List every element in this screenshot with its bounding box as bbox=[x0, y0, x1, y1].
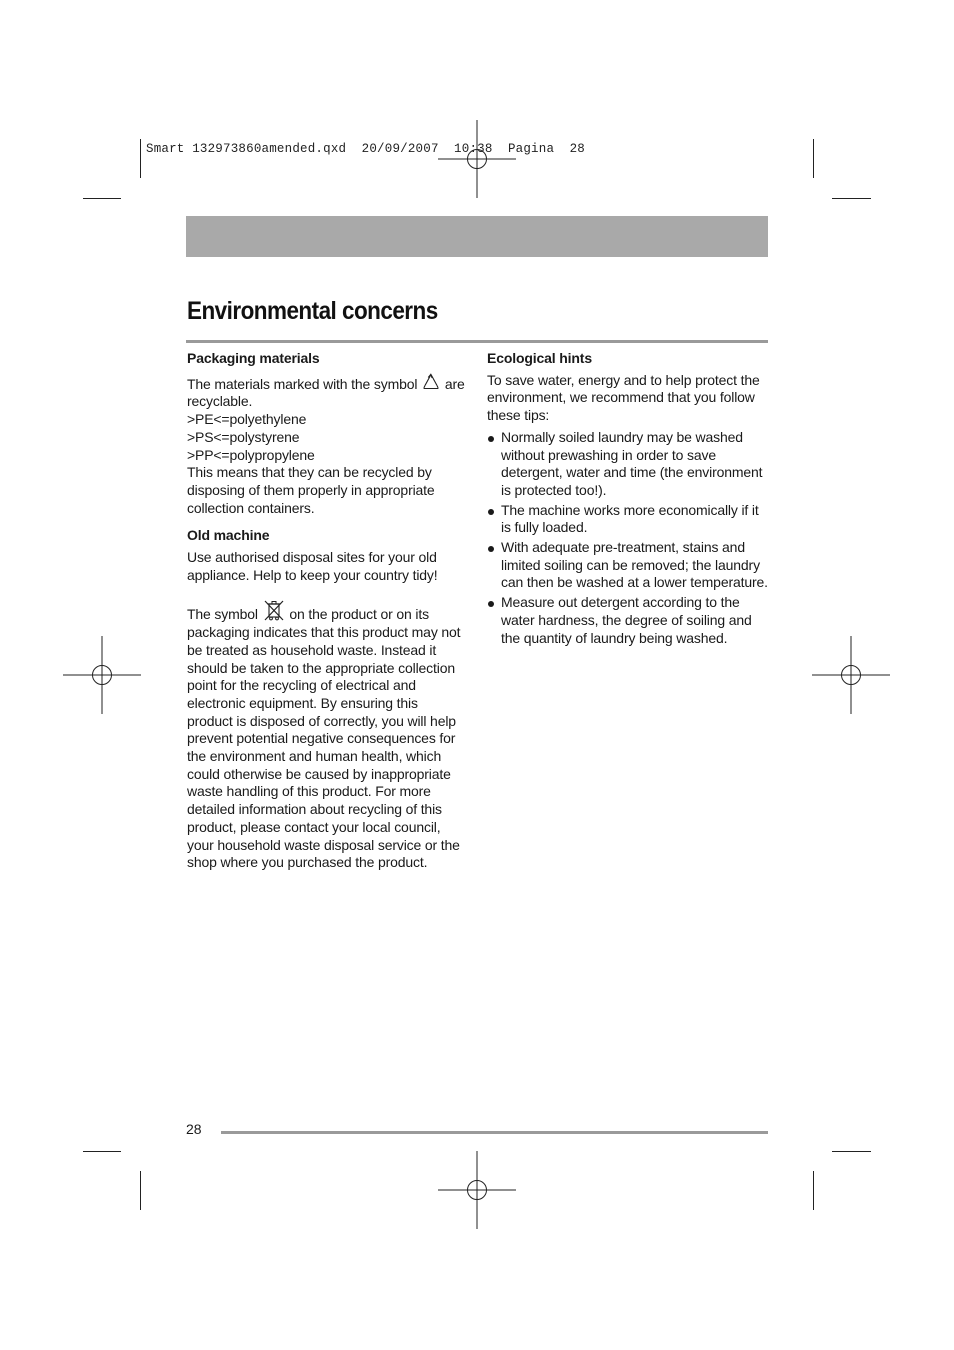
header-band bbox=[186, 216, 768, 257]
page-title: Environmental concerns bbox=[187, 297, 438, 325]
recycle-icon bbox=[421, 372, 441, 392]
bullet-icon bbox=[488, 509, 494, 515]
ecological-hints-intro: To save water, energy and to help protect the environment, we recommend that you follow these tips: bbox=[487, 371, 760, 424]
ecological-tips-list bbox=[487, 429, 769, 647]
left-column bbox=[187, 350, 465, 872]
material-pp: >PP<=polypropylene bbox=[187, 446, 315, 463]
bullet-icon bbox=[488, 546, 494, 552]
packaging-materials-section bbox=[187, 350, 465, 517]
bullet-icon bbox=[488, 436, 494, 442]
weee-text-body: on the product or on its packaging indicates that this product may not be treated as household waste. Instead it should be taken to the appropriate collection point for the recycling of electrical and electronic equipment. By ensuring this product is disposed of correctly, you will help prevent potential negative consequences for the environment and human health, which could otherwise be caused by inappropriate waste handling of this product. For more detailed information about recycling of this product, please contact your local council, your household waste disposal service or the shop where you purchased the product. bbox=[187, 606, 461, 871]
old-machine-intro: Use authorised disposal sites for your old appliance. Help to keep your country tidy! bbox=[187, 549, 438, 583]
old-machine-section bbox=[187, 527, 465, 872]
packaging-intro-continued: recyclable. bbox=[187, 393, 253, 410]
ecological-hints-section bbox=[487, 350, 769, 647]
print-slug: Smart 132973860amended.qxd 20/09/2007 10:38 Pagina 28 bbox=[146, 142, 585, 156]
list-item: Normally soiled laundry may be washed without prewashing in order to save detergent, water and time (the environment is protected too!). bbox=[487, 429, 769, 500]
crossed-out-bin-icon bbox=[262, 598, 286, 622]
list-item: The machine works more economically if it is fully loaded. bbox=[487, 502, 769, 537]
footer-divider bbox=[221, 1131, 768, 1134]
bullet-icon bbox=[488, 601, 494, 607]
old-machine-heading: Old machine bbox=[187, 527, 270, 544]
weee-text-prefix: The symbol bbox=[187, 606, 258, 623]
ecological-hints-heading: Ecological hints bbox=[487, 350, 592, 366]
registration-mark-icon bbox=[63, 636, 141, 714]
registration-mark-icon bbox=[812, 636, 890, 714]
page-number: 28 bbox=[186, 1121, 202, 1137]
registration-mark-icon bbox=[438, 120, 516, 198]
packaging-intro-suffix: are bbox=[444, 375, 465, 392]
packaging-closing: This means that they can be recycled by disposing of them properly in appropriate collection containers. bbox=[187, 464, 435, 516]
right-column bbox=[487, 350, 769, 649]
old-machine-weee-text bbox=[187, 598, 465, 872]
list-item: With adequate pre-treatment, stains and limited soiling can be removed; the laundry can then be washed at a lower temperature. bbox=[487, 539, 769, 592]
list-item: Measure out detergent according to the water hardness, the degree of soiling and the quantity of laundry being washed. bbox=[487, 594, 769, 647]
packaging-intro-text: The materials marked with the symbol bbox=[187, 375, 418, 392]
material-ps: >PS<=polystyrene bbox=[187, 428, 300, 445]
material-pe: >PE<=polyethylene bbox=[187, 411, 307, 428]
packaging-heading: Packaging materials bbox=[187, 350, 320, 366]
title-divider bbox=[186, 340, 768, 343]
packaging-intro bbox=[187, 372, 465, 411]
registration-mark-icon bbox=[438, 1151, 516, 1229]
